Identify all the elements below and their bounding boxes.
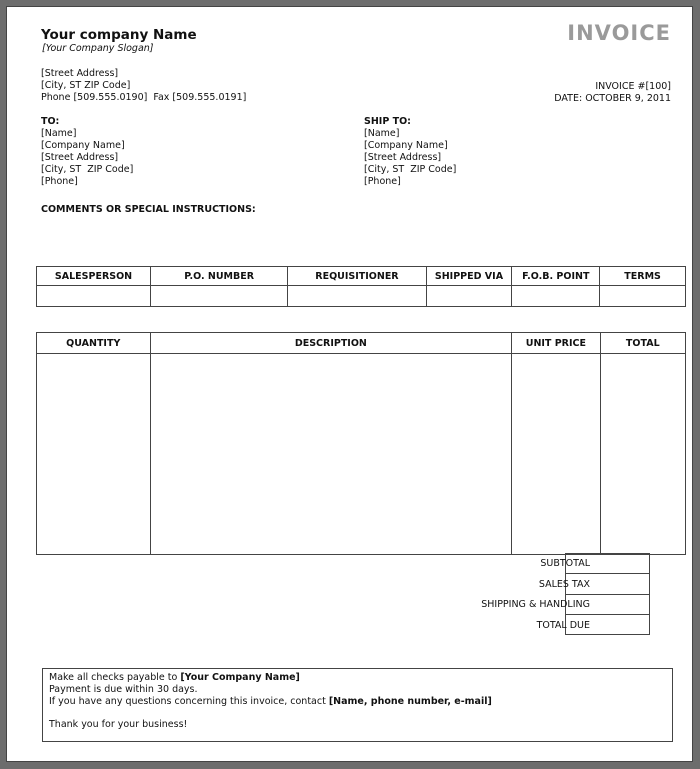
payable-text: Make all checks payable to (49, 672, 181, 683)
total-header: TOTAL (600, 333, 685, 354)
quantity-header: QUANTITY (37, 333, 151, 354)
total-column[interactable] (600, 354, 685, 555)
shipped-via-header: SHIPPED VIA (426, 267, 512, 286)
payable-line (49, 672, 666, 684)
ship-to-label: SHIP TO: (364, 116, 411, 127)
payable-company: [Your Company Name] (180, 672, 300, 683)
company-street: [Street Address] (41, 68, 119, 79)
invoice-date: DATE: OCTOBER 9, 2011 (554, 93, 671, 104)
bill-to-street: [Street Address] (41, 152, 119, 163)
thank-you-line: Thank you for your business! (49, 719, 188, 731)
fob-point-cell[interactable] (512, 286, 600, 307)
subtotal-label: SUBTOTAL (540, 558, 590, 569)
company-slogan: [Your Company Slogan] (42, 43, 154, 54)
bill-to-label: TO: (41, 116, 60, 127)
company-address (41, 68, 246, 104)
invoice-number: INVOICE #[100] (595, 81, 671, 92)
totals-labels (36, 553, 686, 635)
invoice-meta (554, 81, 671, 105)
invoice-page (6, 6, 693, 762)
sales-tax-label: SALES TAX (538, 578, 590, 590)
shipping-label: SHIPPING & HANDLING (481, 599, 590, 610)
ship-to-name: [Name] (364, 128, 400, 139)
company-phone-fax: Phone [509.555.0190] Fax [509.555.0191] (41, 92, 247, 103)
bill-to-block (41, 116, 133, 188)
contact-details: [Name, phone number, e-mail] (328, 695, 492, 707)
items-body-row (37, 354, 686, 555)
invoice-title: INVOICE (567, 21, 671, 45)
po-number-header: P.O. NUMBER (151, 267, 288, 286)
terms-cell[interactable] (600, 286, 686, 307)
total-due-label: TOTAL DUE (536, 619, 590, 631)
items-table (36, 332, 686, 555)
unit-price-header: UNIT PRICE (512, 333, 600, 354)
unit-price-column[interactable] (512, 354, 600, 555)
fob-point-header: F.O.B. POINT (512, 267, 600, 286)
order-info-header-row (37, 267, 686, 286)
bill-to-city: [City, ST ZIP Code] (41, 164, 134, 175)
ship-to-company: [Company Name] (364, 140, 448, 151)
ship-to-street: [Street Address] (364, 152, 442, 163)
po-number-cell[interactable] (151, 286, 288, 307)
ship-to-block (364, 116, 456, 188)
terms-header: TERMS (600, 267, 686, 286)
requisitioner-cell[interactable] (288, 286, 426, 307)
salesperson-cell[interactable] (37, 286, 151, 307)
ship-to-phone: [Phone] (364, 176, 401, 187)
ship-to-city: [City, ST ZIP Code] (364, 164, 457, 175)
order-info-row (37, 286, 686, 307)
payment-notes (42, 668, 673, 742)
description-header: DESCRIPTION (150, 333, 512, 354)
shipped-via-cell[interactable] (426, 286, 512, 307)
contact-text: If you have any questions concerning this invoice, contact (49, 695, 329, 707)
company-city: [City, ST ZIP Code] (41, 80, 131, 91)
items-header-row (37, 333, 686, 354)
due-line: Payment is due within 30 days. (49, 683, 198, 695)
comments-label: COMMENTS OR SPECIAL INSTRUCTIONS: (41, 204, 256, 215)
bill-to-phone: [Phone] (41, 176, 78, 187)
order-info-table (36, 266, 686, 307)
bill-to-name: [Name] (41, 128, 77, 139)
bill-to-company: [Company Name] (41, 140, 125, 151)
salesperson-header: SALESPERSON (37, 267, 151, 286)
company-name: Your company Name (41, 27, 197, 43)
quantity-column[interactable] (37, 354, 151, 555)
contact-line (49, 696, 666, 708)
requisitioner-header: REQUISITIONER (288, 267, 426, 286)
description-column[interactable] (150, 354, 512, 555)
